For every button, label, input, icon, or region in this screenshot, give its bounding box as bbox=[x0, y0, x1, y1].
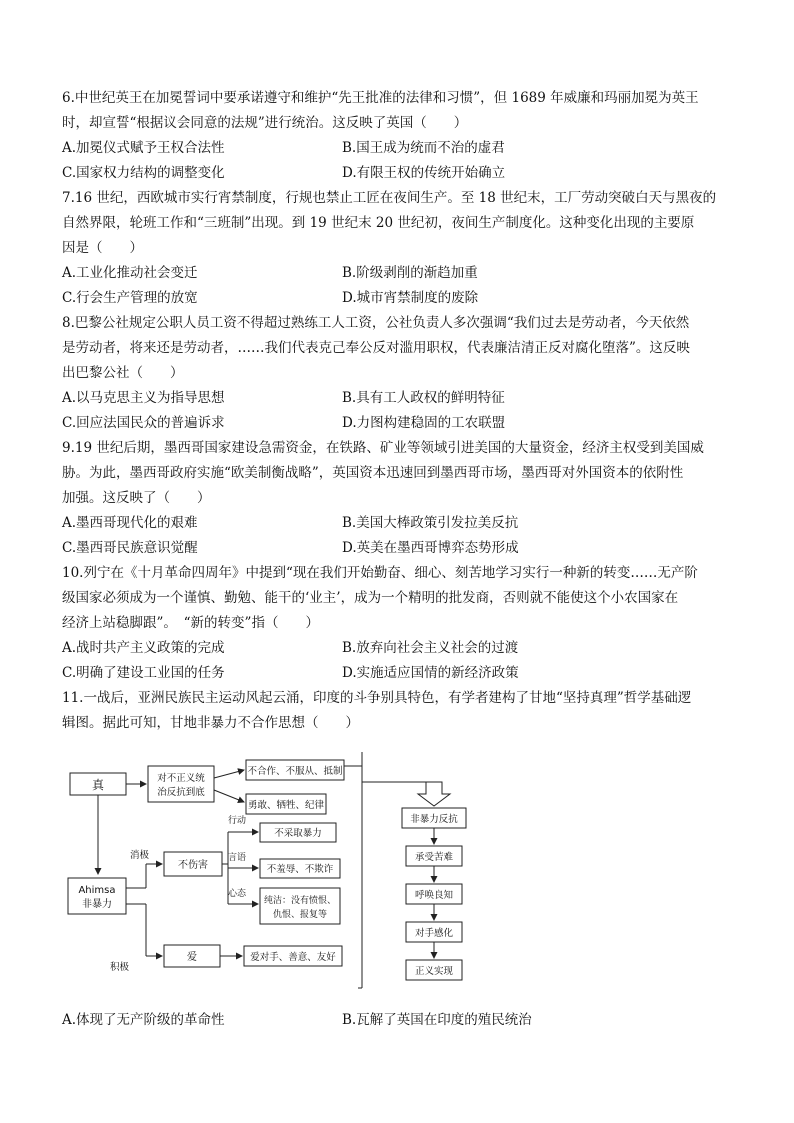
option-a[interactable]: A.工业化推动社会变迁 bbox=[62, 265, 198, 281]
question-11-line-2: 辑图。据此可知，甘地非暴力不合作思想（ ） bbox=[62, 715, 359, 731]
question-10-line-3: 经济上站稳脚跟”。 “新的转变”指（ ） bbox=[62, 615, 319, 631]
positive-label: 积极 bbox=[110, 962, 130, 973]
option-d[interactable]: D.力图构建稳固的工农联盟 bbox=[342, 415, 506, 431]
option-b[interactable]: B.放弃向社会主义社会的过渡 bbox=[342, 640, 519, 656]
love-desc-label: 爱对手、善意、友好 bbox=[250, 952, 336, 963]
question-10-options-row-2 bbox=[62, 661, 732, 686]
question-11 bbox=[62, 686, 732, 736]
question-9-options-row-1 bbox=[62, 511, 732, 536]
arrow-to-courage bbox=[214, 790, 244, 802]
option-a[interactable]: A.以马克思主义为指导思想 bbox=[62, 390, 225, 406]
truth-label: 真 bbox=[91, 778, 105, 792]
pure-line-2: 仇恨、报复等 bbox=[272, 910, 328, 920]
option-d[interactable]: D.有限王权的传统开始确立 bbox=[342, 165, 506, 181]
satyagraha-logic-diagram bbox=[62, 748, 498, 1004]
unjust-line-1: 对不正义统 bbox=[157, 773, 205, 784]
chain-label-1: 非暴力反抗 bbox=[410, 814, 458, 825]
chain-label-4: 对手感化 bbox=[414, 928, 454, 939]
nonharm-label: 不伤害 bbox=[178, 860, 208, 871]
option-c[interactable]: C.明确了建设工业国的任务 bbox=[62, 665, 225, 681]
option-b[interactable]: B.国王成为统而不治的虚君 bbox=[342, 140, 505, 156]
question-11-line-1: 11.一战后，亚洲民族民主运动风起云涌，印度的斗争别具特色，有学者建构了甘地“坚持真理”哲学基础逻 bbox=[62, 690, 692, 706]
question-9 bbox=[62, 436, 732, 561]
question-9-line-2: 胁。为此，墨西哥政府实施“欧美制衡战略”，英国资本迅速回到墨西哥市场，墨西哥对外国资本的依附性 bbox=[62, 465, 684, 481]
question-10-line-2: 级国家必须成为一个谨慎、勤勉、能干的‘业主’，成为一个精明的批发商，否则就不能使这个小农国家在 bbox=[62, 590, 679, 606]
option-d[interactable]: D.城市宵禁制度的废除 bbox=[342, 290, 479, 306]
big-down-arrow bbox=[418, 782, 450, 806]
option-a[interactable]: A.墨西哥现代化的艰难 bbox=[62, 515, 198, 531]
option-a[interactable]: A.战时共产主义政策的完成 bbox=[62, 640, 225, 656]
question-7-options-row-2 bbox=[62, 286, 732, 311]
option-d[interactable]: D.英美在墨西哥博弈态势形成 bbox=[342, 540, 519, 556]
option-b[interactable]: B.阶级剥削的渐趋加重 bbox=[342, 265, 478, 281]
option-d[interactable]: D.实施适应国情的新经济政策 bbox=[342, 665, 519, 681]
question-10-line-1: 10.列宁在《十月革命四周年》中提到“现在我们开始勤奋、细心、刻苦地学习实行一种新的转变……无产阶 bbox=[62, 565, 698, 581]
question-6-line-2: 时，却宣誓“根据议会同意的法规”进行统治。这反映了英国（ ） bbox=[62, 115, 468, 131]
diagram-svg bbox=[62, 748, 498, 1004]
question-8-options-row-1 bbox=[62, 386, 732, 411]
question-9-line-3: 加强。这反映了（ ） bbox=[62, 490, 211, 506]
no-violence-label: 不采取暴力 bbox=[274, 828, 322, 839]
option-b[interactable]: B.瓦解了英国在印度的殖民统治 bbox=[342, 1012, 532, 1028]
noncoop-label: 不合作、不服从、抵制 bbox=[247, 766, 343, 777]
question-11-options-row-1 bbox=[62, 1008, 732, 1033]
question-8-line-2: 是劳动者，将来还是劳动者，……我们代表克己奉公反对滥用职权，代表廉洁清正反对腐化堕落”。这反映 bbox=[62, 340, 690, 356]
question-7-line-1: 7.16 世纪，西欧城市实行宵禁制度，行规也禁止工匠在夜间生产。至 18 世纪末，工厂劳动突破白天与黑夜的 bbox=[62, 190, 717, 206]
question-7-line-2: 自然界限，轮班工作和“三班制”出现。到 19 世纪末 20 世纪初，夜间生产制度化。这种变化出现的主要原 bbox=[62, 215, 695, 231]
question-10 bbox=[62, 561, 732, 686]
question-8 bbox=[62, 311, 732, 436]
ahimsa-line-1: Ahimsa bbox=[78, 885, 116, 896]
option-c[interactable]: C.墨西哥民族意识觉醒 bbox=[62, 540, 198, 556]
love-label: 爱 bbox=[187, 952, 197, 963]
no-insult-label: 不羞辱、不欺诈 bbox=[266, 864, 334, 875]
negative-label: 消极 bbox=[130, 850, 150, 861]
question-9-line-1: 9.19 世纪后期，墨西哥国家建设急需资金，在铁路、矿业等领域引进美国的大量资金，经济主权受到美国威 bbox=[62, 440, 704, 456]
option-b[interactable]: B.美国大棒政策引发拉美反抗 bbox=[342, 515, 519, 531]
question-10-options-row-1 bbox=[62, 636, 732, 661]
chain-label-3: 呼唤良知 bbox=[414, 890, 454, 901]
question-6-options-row-1 bbox=[62, 136, 732, 161]
unjust-line-2: 治反抗到底 bbox=[157, 787, 205, 798]
chain-label-5: 正义实现 bbox=[414, 966, 454, 977]
question-7-options-row-1 bbox=[62, 261, 732, 286]
question-8-options-row-2 bbox=[62, 411, 732, 436]
option-c[interactable]: C.国家权力结构的调整变化 bbox=[62, 165, 225, 181]
question-6-options-row-2 bbox=[62, 161, 732, 186]
pure-line-1: 纯洁：没有愤恨、 bbox=[263, 896, 337, 906]
question-7 bbox=[62, 186, 732, 311]
option-b[interactable]: B.具有工人政权的鲜明特征 bbox=[342, 390, 505, 406]
speech-label: 言语 bbox=[228, 853, 247, 863]
courage-label: 勇敢、牺牲、纪律 bbox=[247, 800, 325, 811]
option-a[interactable]: A.加冕仪式赋予王权合法性 bbox=[62, 140, 225, 156]
question-6 bbox=[62, 86, 732, 186]
option-c[interactable]: C.行会生产管理的放宽 bbox=[62, 290, 198, 306]
question-6-line-1: 6.中世纪英王在加冕誓词中要承诺遵守和维护“先王批准的法律和习惯”，但 1689 年威廉和玛丽加冕为英王 bbox=[62, 90, 699, 106]
option-a[interactable]: A.体现了无产阶级的革命性 bbox=[62, 1012, 225, 1028]
question-7-line-3: 因是（ ） bbox=[62, 240, 143, 256]
mind-label: 心态 bbox=[228, 889, 247, 899]
ahimsa-line-2: 非暴力 bbox=[82, 899, 112, 910]
question-11-options bbox=[62, 1008, 732, 1033]
action-label: 行动 bbox=[228, 816, 247, 826]
option-c[interactable]: C.回应法国民众的普遍诉求 bbox=[62, 415, 225, 431]
chain-label-2: 承受苦难 bbox=[414, 852, 454, 863]
question-8-line-3: 出巴黎公社（ ） bbox=[62, 365, 184, 381]
question-8-line-1: 8.巴黎公社规定公职人员工资不得超过熟练工人工资，公社负责人多次强调“我们过去是劳动者，今天依然 bbox=[62, 315, 690, 331]
question-9-options-row-2 bbox=[62, 536, 732, 561]
arrow-to-noncoop bbox=[214, 770, 244, 778]
